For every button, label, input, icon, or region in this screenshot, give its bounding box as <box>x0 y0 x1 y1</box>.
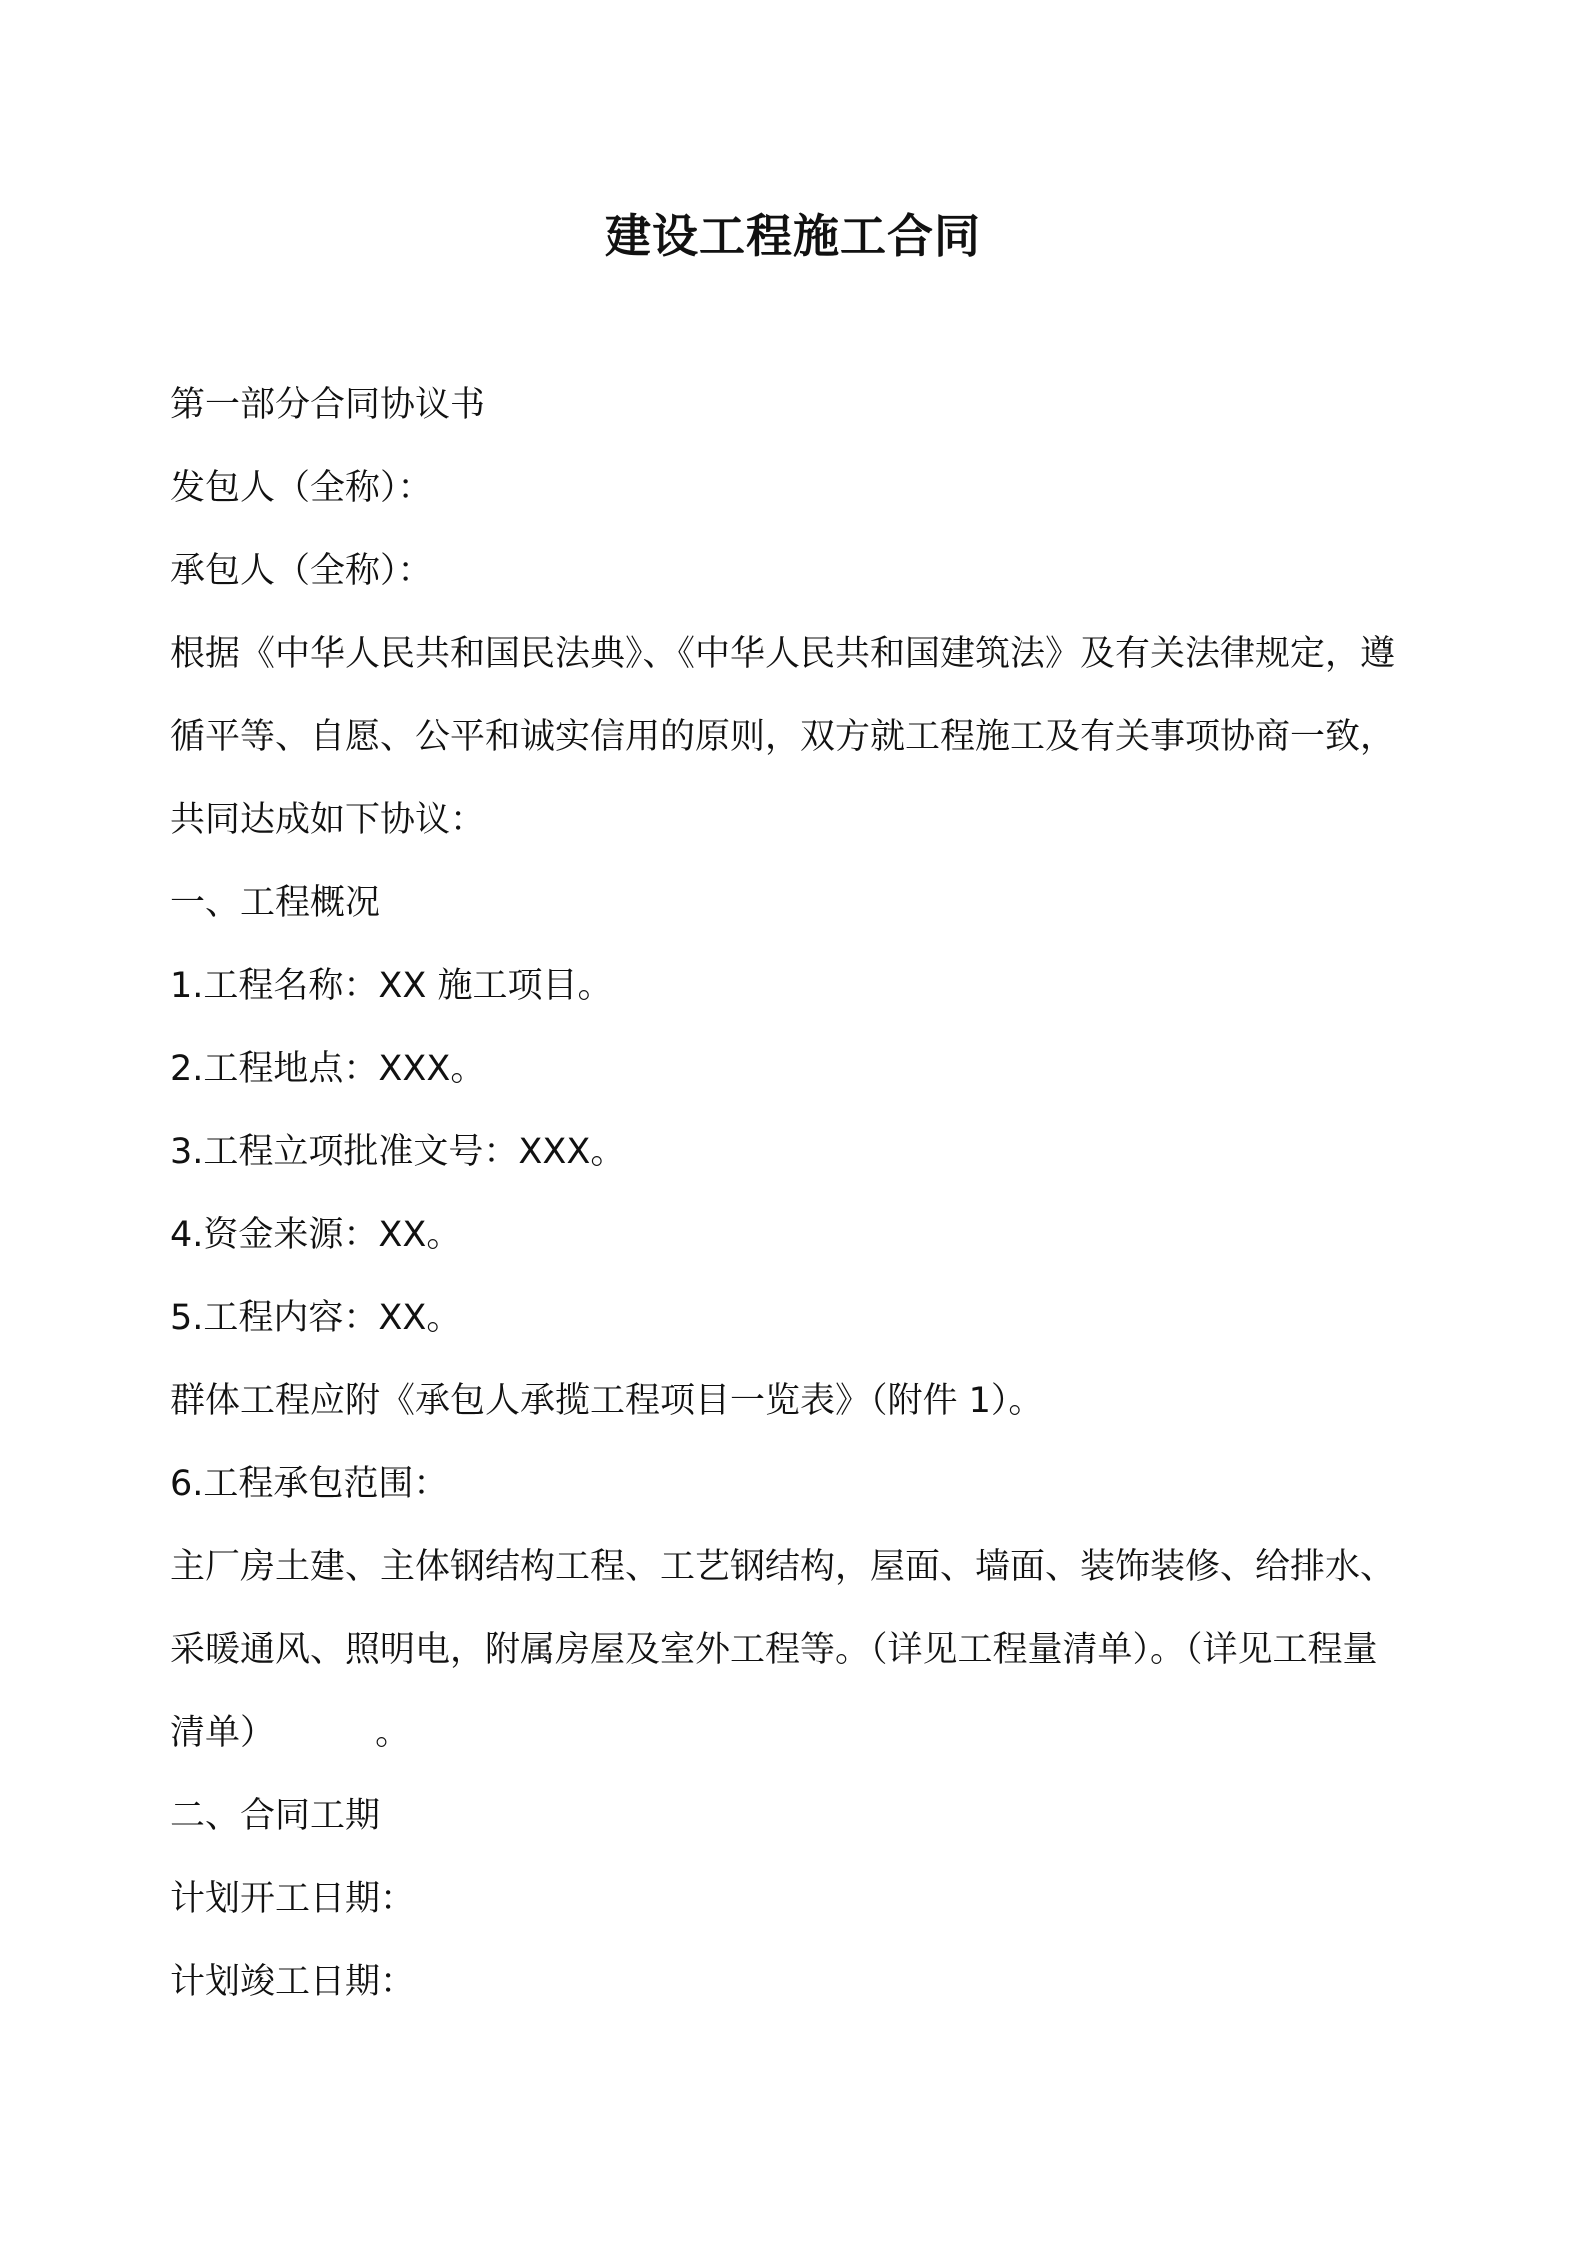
preamble-line-1: 根据《中华人民共和国民法典》、《中华人民共和国建筑法》及有关法律规定，遵 <box>170 634 1396 674</box>
section-heading-part-one: 第一部分合同协议书 <box>170 385 486 425</box>
employer-line: 发包人（全称）： <box>170 468 433 508</box>
section-heading-duration: 二、合同工期 <box>170 1796 381 1836</box>
group-project-note-line: 群体工程应附《承包人承揽工程项目一览表》（附件 1）。 <box>170 1381 1044 1421</box>
document-title: 建设工程施工合同 <box>605 209 981 263</box>
scope-line-1: 主厂房土建、主体钢结构工程、工艺钢结构，屋面、墙面、装饰装修、给排水、 <box>170 1547 1396 1587</box>
scope-heading-line: 6.工程承包范围： <box>170 1464 449 1504</box>
section-heading-overview: 一、工程概况 <box>170 883 381 923</box>
project-location-line: 2.工程地点：XXX。 <box>170 1049 486 1089</box>
approval-number-line: 3.工程立项批准文号：XXX。 <box>170 1132 626 1172</box>
scope-line-2: 采暖通风、照明电，附属房屋及室外工程等。（详见工程量清单）。（详见工程量 <box>170 1630 1378 1670</box>
planned-start-date-line: 计划开工日期： <box>170 1879 416 1919</box>
project-content-line: 5.工程内容：XX。 <box>170 1298 462 1338</box>
preamble-line-2: 循平等、自愿、公平和诚实信用的原则，双方就工程施工及有关事项协商一致， <box>170 717 1396 757</box>
preamble-line-3: 共同达成如下协议： <box>170 800 486 840</box>
contractor-line: 承包人（全称）： <box>170 551 433 591</box>
planned-completion-date-line: 计划竣工日期： <box>170 1962 416 2002</box>
project-name-line: 1.工程名称：XX 施工项目。 <box>170 966 613 1006</box>
scope-line-3: 清单） 。 <box>170 1713 411 1753</box>
funding-source-line: 4.资金来源：XX。 <box>170 1215 462 1255</box>
document-body <box>170 364 1480 2024</box>
